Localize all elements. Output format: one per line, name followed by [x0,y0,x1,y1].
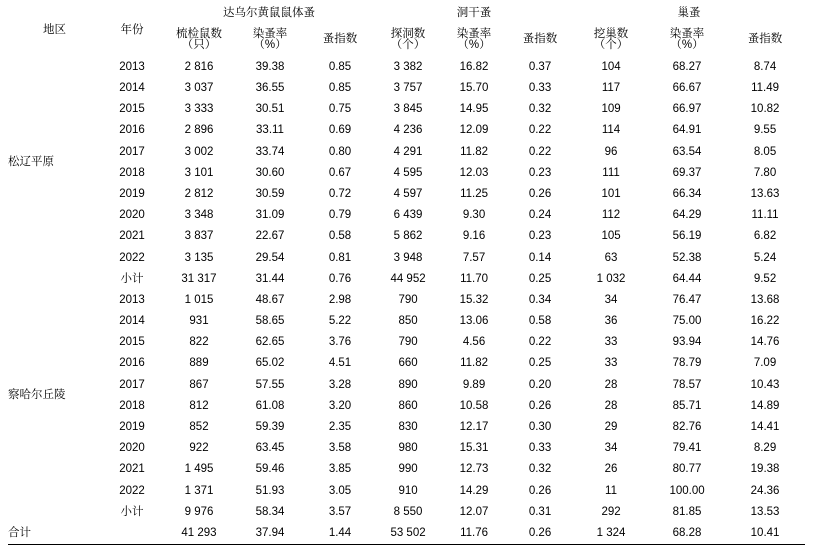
value-cell: 0.24 [528,209,552,222]
value-cell: 12.73 [459,463,489,476]
header-g2-c0-unit: （个） [593,39,629,51]
year-cell: 2016 [119,124,145,137]
value-cell: 82.76 [672,421,702,434]
subtotal-value: 64.44 [672,272,702,285]
value-cell: 93.94 [672,336,702,349]
value-cell: 4.56 [462,336,486,349]
header-g1-c1-unit: （%） [457,39,491,51]
year-cell: 2017 [119,145,145,158]
header-group-row [8,4,805,23]
value-cell: 4 291 [393,145,423,158]
value-cell: 96 [604,145,618,158]
table-row [8,332,805,353]
value-cell: 105 [601,230,621,243]
value-cell: 3 348 [184,209,214,222]
value-cell: 14.95 [459,103,489,116]
year-cell: 2015 [119,336,145,349]
value-cell: 9.30 [462,209,486,222]
value-cell: 78.57 [672,378,702,391]
value-cell: 3.20 [328,399,352,412]
value-cell: 790 [398,336,418,349]
value-cell: 3 382 [393,60,423,73]
header-group-burrow-fleas: 洞干蚤 [456,6,492,19]
value-cell: 0.25 [528,357,552,370]
year-cell: 2014 [119,82,145,95]
value-cell: 812 [189,399,209,412]
value-cell: 68.27 [672,60,702,73]
year-cell: 2015 [119,103,145,116]
value-cell: 61.08 [255,399,285,412]
value-cell: 3.58 [328,442,352,455]
value-cell: 0.33 [528,442,552,455]
value-cell: 30.59 [255,187,285,200]
subtotal-value: 1 032 [596,272,626,285]
value-cell: 11.82 [460,145,488,158]
value-cell: 1 495 [184,463,214,476]
value-cell: 2.98 [328,293,352,306]
total-value: 41 293 [181,526,217,539]
table-bottom-rule [8,544,805,545]
value-cell: 66.34 [672,187,702,200]
year-cell: 2021 [119,463,145,476]
value-cell: 910 [398,484,418,497]
subtotal-label: 小计 [120,505,144,518]
header-g2-c1-name: 染蚤率 [669,27,705,40]
value-cell: 0.33 [528,82,552,95]
header-g0-c1-unit: （%） [253,39,287,51]
value-cell: 63.45 [255,442,285,455]
header-g1-c0-unit: （个） [390,39,426,51]
value-cell: 65.02 [255,357,285,370]
value-cell: 4.51 [328,357,352,370]
year-cell: 2013 [119,293,145,306]
value-cell: 11.82 [460,357,488,370]
value-cell: 63 [604,251,618,264]
subtotal-value: 9 976 [184,505,214,518]
value-cell: 14.89 [750,399,780,412]
value-cell: 0.23 [528,230,552,243]
value-cell: 22.67 [255,230,285,243]
value-cell: 850 [398,315,418,328]
year-cell: 2014 [119,315,145,328]
value-cell: 7.80 [753,166,777,179]
year-cell: 2022 [119,484,145,497]
value-cell: 24.36 [750,484,780,497]
value-cell: 13.68 [750,293,780,306]
value-cell: 0.75 [328,103,352,116]
value-cell: 3.85 [328,463,352,476]
header-g2-c2-name: 蚤指数 [747,33,783,46]
subtotal-value: 0.25 [528,272,552,285]
value-cell: 112 [601,209,621,222]
value-cell: 4 595 [393,166,423,179]
value-cell: 0.26 [528,399,552,412]
value-cell: 2 812 [184,187,214,200]
value-cell: 33.74 [255,145,285,158]
table-row [8,354,805,375]
value-cell: 0.69 [328,124,352,137]
value-cell: 0.26 [528,484,552,497]
value-cell: 3 135 [184,251,214,264]
total-value: 53 502 [390,526,426,539]
value-cell: 6.82 [753,230,777,243]
table-row [8,290,805,311]
value-cell: 4 597 [393,187,423,200]
table-header [8,4,805,57]
header-g0-c2-name: 蚤指数 [322,33,358,46]
subtotal-row [8,269,805,290]
value-cell: 980 [398,442,418,455]
value-cell: 7.57 [462,251,486,264]
value-cell: 12.09 [459,124,489,137]
value-cell: 85.71 [672,399,702,412]
subtotal-value: 81.85 [672,505,702,518]
value-cell: 15.32 [459,293,489,306]
table-row [8,184,805,205]
value-cell: 3.28 [328,378,352,391]
table-body [8,57,805,544]
value-cell: 114 [601,124,621,137]
table-row [8,311,805,332]
header-group-body-fleas: 达乌尔黄鼠鼠体蚤 [223,6,316,19]
value-cell: 11.11 [751,209,779,222]
value-cell: 1 015 [184,293,214,306]
value-cell: 80.77 [672,463,702,476]
table-row [8,227,805,248]
year-cell: 2021 [119,230,145,243]
total-label: 合计 [8,526,31,539]
value-cell: 19.38 [750,463,780,476]
subtotal-region-blank [8,502,101,523]
subtotal-value: 9.52 [753,272,777,285]
value-cell: 0.85 [328,82,352,95]
value-cell: 0.85 [328,60,352,73]
value-cell: 0.32 [528,463,552,476]
value-cell: 790 [398,293,418,306]
value-cell: 28 [604,399,618,412]
value-cell: 101 [601,187,621,200]
value-cell: 0.80 [328,145,352,158]
year-cell: 2018 [119,166,145,179]
subtotal-region-blank [8,269,101,290]
value-cell: 29 [604,421,618,434]
value-cell: 2 816 [184,60,214,73]
total-row [8,523,805,544]
value-cell: 4 236 [393,124,423,137]
value-cell: 66.67 [672,82,702,95]
value-cell: 2 896 [184,124,214,137]
value-cell: 62.65 [255,336,285,349]
value-cell: 10.58 [459,399,489,412]
value-cell: 5.22 [328,315,352,328]
value-cell: 52.38 [672,251,702,264]
header-g0-c0-name: 梳检鼠数 [176,27,222,40]
value-cell: 76.47 [672,293,702,306]
value-cell: 0.20 [528,378,552,391]
value-cell: 51.93 [255,484,285,497]
header-year: 年份 [120,23,144,36]
value-cell: 0.22 [528,145,552,158]
year-cell: 2022 [119,251,145,264]
total-value: 11.76 [460,526,488,539]
value-cell: 0.72 [328,187,352,200]
total-value: 68.28 [672,526,702,539]
table-row [8,163,805,184]
value-cell: 64.29 [672,209,702,222]
subtotal-value: 13.53 [750,505,780,518]
value-cell: 16.22 [750,315,780,328]
subtotal-value: 292 [601,505,621,518]
value-cell: 890 [398,378,418,391]
value-cell: 0.14 [528,251,552,264]
header-g2-c1-unit: （%） [670,39,704,51]
header-g0-c1 [235,23,305,57]
value-cell: 660 [398,357,418,370]
header-g0-c1-name: 染蚤率 [252,27,288,40]
value-cell: 12.17 [459,421,489,434]
value-cell: 3 757 [393,82,423,95]
value-cell: 12.03 [459,166,489,179]
value-cell: 79.41 [672,442,702,455]
value-cell: 0.22 [528,336,552,349]
subtotal-value: 31 317 [181,272,217,285]
value-cell: 111 [602,166,620,179]
value-cell: 8.05 [753,145,777,158]
header-g2-c0 [573,23,649,57]
table-row [8,121,805,142]
header-g1-c2 [507,23,573,57]
header-region: 地区 [43,23,66,36]
value-cell: 48.67 [255,293,285,306]
value-cell: 14.41 [750,421,780,434]
value-cell: 3 948 [393,251,423,264]
value-cell: 75.00 [672,315,702,328]
table-row [8,481,805,502]
value-cell: 922 [189,442,209,455]
value-cell: 33.11 [256,124,284,137]
value-cell: 59.39 [255,421,285,434]
table-row [8,205,805,226]
year-cell: 2017 [119,378,145,391]
subtotal-value: 0.76 [328,272,352,285]
subtotal-label: 小计 [120,272,144,285]
value-cell: 6 439 [393,209,423,222]
table-row [8,78,805,99]
header-g1-c1-name: 染蚤率 [456,27,492,40]
table-row [8,142,805,163]
value-cell: 59.46 [255,463,285,476]
table-row [8,417,805,438]
value-cell: 78.79 [672,357,702,370]
header-g1-c0 [375,23,441,57]
header-g1-c1 [441,23,507,57]
value-cell: 852 [189,421,209,434]
total-value: 10.41 [750,526,780,539]
value-cell: 34 [604,442,618,455]
value-cell: 13.06 [459,315,489,328]
value-cell: 931 [189,315,209,328]
header-g0-c0 [163,23,235,57]
value-cell: 3 002 [184,145,214,158]
value-cell: 0.81 [328,251,352,264]
value-cell: 2.35 [328,421,352,434]
region-label: 松辽平原 [8,156,54,169]
year-cell: 2016 [119,357,145,370]
value-cell: 34 [604,293,618,306]
value-cell: 3 333 [184,103,214,116]
header-g1-c0-name: 探洞数 [390,27,426,40]
value-cell: 0.67 [328,166,352,179]
value-cell: 1 371 [184,484,214,497]
value-cell: 867 [189,378,209,391]
value-cell: 109 [601,103,621,116]
value-cell: 11.49 [751,82,780,95]
value-cell: 26 [604,463,618,476]
value-cell: 31.09 [255,209,285,222]
value-cell: 3 101 [184,166,214,179]
value-cell: 0.34 [528,293,552,306]
year-cell: 2020 [119,442,145,455]
value-cell: 9.55 [753,124,777,137]
value-cell: 36.55 [255,82,285,95]
subtotal-value: 3.57 [328,505,352,518]
subtotal-value: 58.34 [255,505,285,518]
value-cell: 889 [189,357,209,370]
value-cell: 0.22 [528,124,552,137]
value-cell: 0.32 [528,103,552,116]
subtotal-value: 0.31 [528,505,552,518]
value-cell: 9.16 [462,230,486,243]
value-cell: 5 862 [393,230,423,243]
value-cell: 39.38 [255,60,285,73]
value-cell: 29.54 [255,251,285,264]
year-cell: 2013 [119,60,145,73]
value-cell: 15.70 [459,82,489,95]
value-cell: 3 037 [184,82,214,95]
table-row [8,375,805,396]
value-cell: 14.76 [750,336,780,349]
value-cell: 0.30 [528,421,552,434]
value-cell: 64.91 [672,124,702,137]
value-cell: 822 [189,336,209,349]
subtotal-value: 8 550 [393,505,423,518]
year-cell: 2020 [119,209,145,222]
value-cell: 14.29 [459,484,489,497]
subtotal-value: 31.44 [255,272,285,285]
value-cell: 7.09 [753,357,777,370]
header-g2-c1 [649,23,725,57]
value-cell: 830 [398,421,418,434]
table-row [8,99,805,120]
value-cell: 57.55 [255,378,285,391]
value-cell: 58.65 [255,315,285,328]
value-cell: 30.51 [255,103,285,116]
value-cell: 13.63 [750,187,780,200]
subtotal-row [8,502,805,523]
subtotal-value: 44 952 [390,272,426,285]
year-cell: 2019 [119,421,145,434]
value-cell: 69.37 [672,166,702,179]
year-cell: 2018 [119,399,145,412]
value-cell: 16.82 [459,60,489,73]
header-g2-c0-name: 挖巢数 [593,27,629,40]
table-row [8,438,805,459]
value-cell: 10.43 [750,378,780,391]
value-cell: 104 [601,60,621,73]
value-cell: 860 [398,399,418,412]
total-value: 0.26 [528,526,552,539]
value-cell: 9.89 [462,378,486,391]
value-cell: 100.00 [669,484,705,497]
value-cell: 63.54 [672,145,702,158]
value-cell: 33 [604,357,618,370]
value-cell: 5.24 [753,251,777,264]
subtotal-value: 11.70 [460,272,488,285]
value-cell: 3.76 [328,336,352,349]
value-cell: 0.58 [328,230,352,243]
total-value: 1.44 [328,526,352,539]
value-cell: 8.74 [753,60,777,73]
value-cell: 0.79 [328,209,352,222]
value-cell: 33 [604,336,618,349]
value-cell: 0.23 [528,166,552,179]
value-cell: 3.05 [328,484,352,497]
header-g1-c2-name: 蚤指数 [522,33,558,46]
table-row [8,396,805,417]
value-cell: 11.25 [460,187,488,200]
header-g2-c2 [725,23,805,57]
value-cell: 56.19 [672,230,702,243]
header-g0-c2 [305,23,375,57]
value-cell: 3 845 [393,103,423,116]
value-cell: 0.26 [528,187,552,200]
value-cell: 10.82 [750,103,780,116]
year-cell: 2019 [119,187,145,200]
table-row [8,460,805,481]
value-cell: 36 [604,315,618,328]
value-cell: 11 [605,484,617,497]
region-label: 察哈尔丘陵 [8,389,66,402]
value-cell: 0.37 [528,60,552,73]
value-cell: 990 [398,463,418,476]
value-cell: 66.97 [672,103,702,116]
total-value: 37.94 [255,526,285,539]
total-value: 1 324 [596,526,626,539]
value-cell: 0.58 [528,315,552,328]
table-row [8,57,805,78]
value-cell: 117 [601,82,621,95]
header-group-nest-fleas: 巢蚤 [677,6,701,19]
flea-survey-table [8,4,805,544]
value-cell: 8.29 [753,442,777,455]
table-row [8,248,805,269]
header-g0-c0-unit: （只） [181,39,217,51]
subtotal-value: 12.07 [459,505,489,518]
value-cell: 28 [604,378,618,391]
value-cell: 15.31 [459,442,489,455]
value-cell: 30.60 [255,166,285,179]
value-cell: 3 837 [184,230,214,243]
